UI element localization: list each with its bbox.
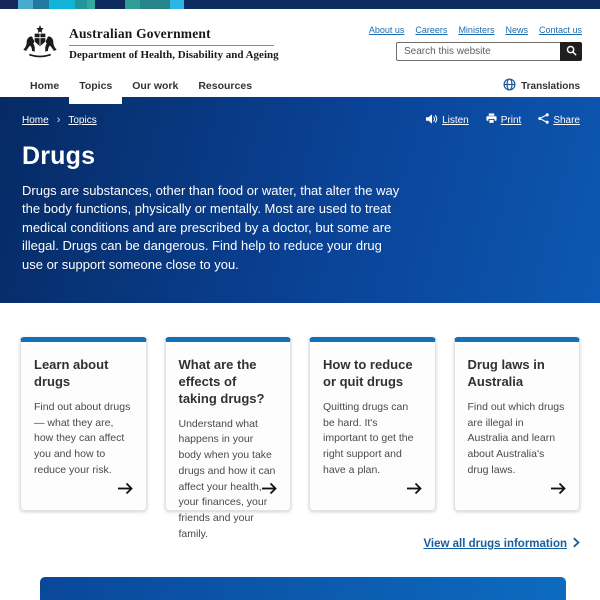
arrow-right-icon [261,482,278,500]
search-icon [566,44,577,59]
header-right [369,25,582,61]
listen-label: Listen [442,114,469,126]
page-actions [426,113,580,127]
breadcrumb-topics[interactable]: Topics [68,114,97,126]
brand-strip [0,0,600,9]
card-reduce-or-quit-drugs[interactable] [309,337,436,511]
site-search [396,42,582,61]
gov-title: Australian Government [69,25,211,41]
link-careers[interactable]: Careers [415,25,448,35]
print-button[interactable] [486,113,522,127]
logo-divider [69,45,274,46]
breadcrumb-home[interactable]: Home [22,114,49,126]
arrow-right-icon [550,482,567,500]
page-title: Drugs [22,142,96,170]
quick-links [369,25,582,35]
arrow-right-icon [406,482,423,500]
print-label: Print [500,114,522,126]
hero-top-row [22,113,580,127]
translations-label: Translations [521,80,580,92]
link-ministers[interactable]: Ministers [458,25,495,35]
card-title: Learn about drugs [34,357,109,389]
link-news[interactable]: News [505,25,528,35]
nav-item-topics[interactable]: Topics [69,75,122,97]
main-nav [0,75,600,97]
translations-button[interactable] [503,78,580,94]
card-title: Drug laws in Australia [467,357,545,389]
coat-of-arms-icon [20,24,60,63]
hero-banner [0,97,600,303]
card-text: Quitting drugs can be hard. It's important to get the right support and have a plan. [323,400,414,476]
nav-item-resources[interactable]: Resources [198,80,253,92]
globe-icon [503,78,516,94]
arrow-right-icon [117,482,134,500]
card-title: How to reduce or quit drugs [323,357,413,389]
card-text: Understand what happens in your body when you take drugs and how it can affect your health, your finances, your friends and your family. [178,417,276,540]
card-drug-laws-australia[interactable] [454,337,581,511]
card-text: Find out which drugs are illegal in Australia and learn about Australia's drug laws. [467,400,565,476]
logo-text [69,26,279,61]
speaker-icon [426,114,438,127]
site-header [0,9,600,75]
search-input[interactable] [396,42,560,61]
chevron-right-icon: › [56,114,61,126]
nav-item-our-work[interactable]: Our work [132,80,179,92]
view-all-row [20,537,580,551]
link-contact-us[interactable]: Contact us [538,25,582,35]
search-button[interactable] [560,42,582,61]
share-icon [538,113,549,127]
card-title: What are the effects of taking drugs? [178,357,265,406]
gov-logo[interactable] [20,24,279,63]
topic-cards [20,337,580,540]
nav-items [20,75,262,97]
printer-icon [486,113,497,127]
share-button[interactable] [538,113,580,127]
page-description: Drugs are substances, other than food or water, that alter the way the body functions, physically or mentally. Most are used to treat medical conditions and are prescribed by a doctor, but some are illegal. Drugs can be dangerous. Find help to reduce your drug use or support someone close to you. [22,183,400,272]
card-learn-about-drugs[interactable] [20,337,147,511]
listen-button[interactable] [426,114,469,127]
card-text: Find out about drugs — what they are, how they can affect you and how to reduce your risk. [34,400,131,476]
card-effects-of-drugs[interactable] [165,337,292,540]
share-label: Share [553,114,580,126]
dept-title: Department of Health, Disability and Ageing [69,48,279,61]
nav-item-home[interactable]: Home [30,80,60,92]
chevron-right-icon [572,537,580,551]
view-all-drugs-link[interactable] [423,537,580,551]
breadcrumb [22,114,97,126]
link-about-us[interactable]: About us [368,25,405,35]
view-all-label: View all drugs information [423,538,567,550]
main-content [0,303,600,600]
footer-banner [40,577,566,600]
